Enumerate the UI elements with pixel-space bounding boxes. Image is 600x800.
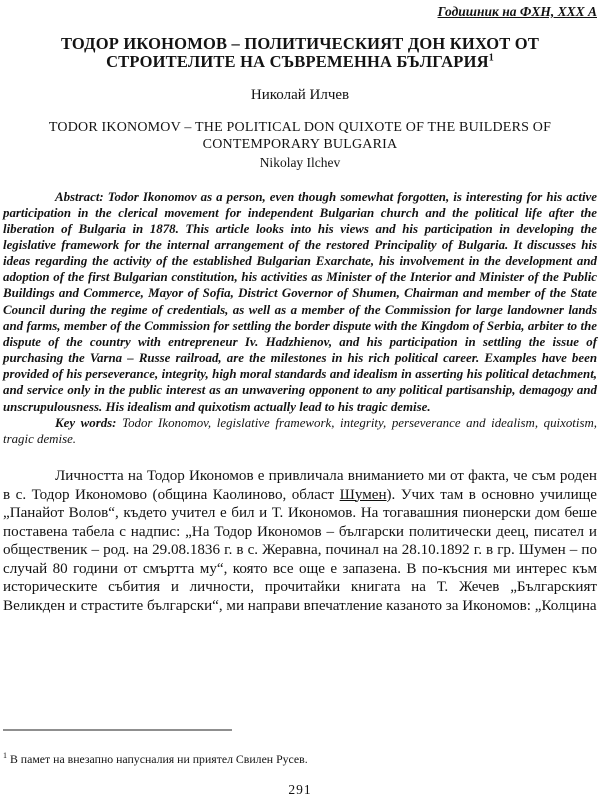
journal-running-header	[3, 5, 597, 20]
underlined-place-name: Шумен	[339, 486, 387, 503]
author-name-english: Nikolay Ilchev	[259, 154, 341, 170]
keywords-label: Key words:	[55, 415, 117, 430]
footnote-text: В памет на внезапно напусналия ни приятел Свилен Русев.	[9, 751, 308, 766]
keywords-paragraph	[3, 415, 597, 447]
footnote	[3, 751, 590, 766]
article-title-bulgarian	[3, 35, 597, 71]
article-title-bulgarian-text: ТОДОР ИКОНОМОВ – ПОЛИТИЧЕСКИЯТ ДОН КИХОТ ОТ СТРОИТЕЛИТЕ НА СЪВРЕМЕННА БЪЛГАРИЯ	[60, 33, 540, 71]
footnote-separator-rule	[3, 729, 232, 731]
keywords-text: Todor Ikonomov, legislative framework, integrity, perseverance and idealism, quixotism, tragic demise.	[3, 415, 598, 446]
body-text-part1: Личността на Тодор Икономов е привличала вниманието ми от факта, че съм роден в с. Тодор Икономово (община Каолиново, област	[3, 468, 597, 503]
footnote-marker: 1	[3, 751, 7, 760]
abstract-label: Abstract:	[55, 189, 104, 204]
abstract-text: Todor Ikonomov as a person, even though somewhat forgotten, is interesting for his active participation in the clerical movement for independent Bulgarian church and the political life after the liberation of Bulgaria in 1878. This article looks into his views and his participation in developing the legislative framework for the internal arrangement of the restored Principality of Bulgaria. It discusses his ideas regarding the activity of the established Bulgarian Exarchate, his involvement in the development and adoption of the first Bulgarian constitution, his activities as Minister of the Interior and Minister of the Public Buildings and Commerce, Mayor of Sofia, District Governor of Shumen, Chairman and member of the State Council during the regime of credentials, as well as a member of the Commission for large landowner lands and farms, member of the Commission for settling the border dispute with the Kingdom of Serbia, arbiter to the dispute of the country with entrepreneur Iv. Hadzhienov, and his participation in settling the issue of purchasing the Varna – Russe railroad, are the milestones in his rich political career. Examples have been provided of his perseverance, integrity, high moral standards and idealism in asserting his political detachment, and service only in the public interest as an unwavering opponent to any political partisanship, demagogy and unscrupulousness. His idealism and quixotism actually lead to his tragic demise.	[3, 189, 597, 414]
page-number: 291	[288, 782, 312, 797]
author-name-bulgarian: Николай Илчев	[250, 87, 350, 104]
journal-title: Годишник на ФХН, XXX А	[437, 4, 597, 19]
article-title-english: TODOR IKONOMOV – THE POLITICAL DON QUIXOTE OF THE BUILDERS OF CONTEMPORARY BULGARIA	[48, 120, 552, 152]
title-footnote-marker: 1	[488, 52, 494, 64]
body-text-part2: ). Учих там в основно училище „Панайот Волов“, където учител е бил и Т. Икономов. На тогавашния пионерски дом беше поставена табела с надпис: „На Тодор Икономов – български политически деец, писател и общественик – род. на 29.08.1836 г. в с. Жеравна, починал на 28.10.1892 г. в гр. Шумен – по случай 80 години от смъртта му“, която все още е запазена. В по-късния ми интерес към историческите събития и личности, прочитайки книгата на Т. Жечев „Българският Великден и страстите български“, ми направи впечатление казаното за Икономов: „Колцина	[3, 486, 597, 614]
body-paragraph	[3, 467, 597, 615]
abstract-paragraph	[3, 189, 597, 415]
